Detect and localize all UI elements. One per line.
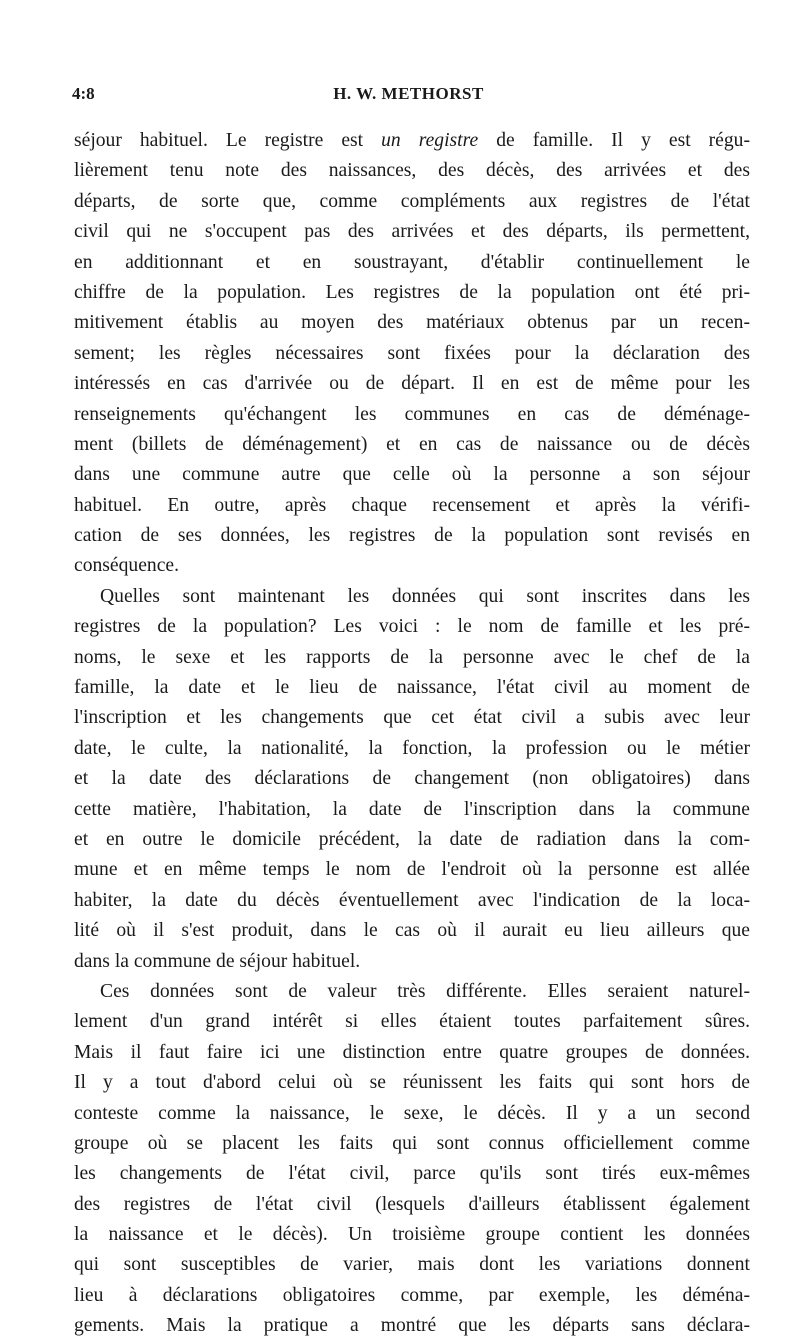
text-line: renseignements qu'échangent les communes en cas de déménage- [74, 403, 750, 425]
emphasis: un registre [381, 130, 479, 151]
text-line: Il y a tout d'abord celui où se réunissent les faits qui sont hors de [74, 1072, 750, 1094]
text-line: cette matière, l'habitation, la date de l'inscription dans la commune [74, 798, 750, 820]
text-line: Mais il faut faire ici une distinction entre quatre groupes de données. [74, 1041, 750, 1063]
text-line: habituel. En outre, après chaque recensement et après la vérifi- [74, 494, 750, 516]
text-line: chiffre de la population. Les registres de la population ont été pri- [74, 281, 750, 303]
text-line: la naissance et le décès). Un troisième groupe contient les données [74, 1224, 750, 1246]
text-line: conséquence. [74, 555, 179, 577]
text-line: sement; les règles nécessaires sont fixées pour la déclaration des [74, 342, 750, 364]
text-line: civil qui ne s'occupent pas des arrivées et des départs, ils permettent, [74, 221, 750, 243]
text-line: départs, de sorte que, comme compléments aux registres de l'état [74, 190, 750, 212]
text-line: intéressés en cas d'arrivée ou de départ. Il en est de même pour les [74, 373, 750, 395]
text-line: qui sont susceptibles de varier, mais dont les variations donnent [74, 1254, 750, 1276]
text-line: en additionnant et en soustrayant, d'établir continuellement le [74, 251, 750, 273]
text-line: date, le culte, la nationalité, la fonction, la profession ou le métier [74, 737, 750, 759]
text-line: famille, la date et le lieu de naissance, l'état civil au moment de [74, 677, 750, 699]
body-text [74, 126, 750, 1342]
running-head: H. W. METHORST [333, 84, 484, 103]
text-line: Ces données sont de valeur très différente. Elles seraient naturel- [100, 980, 750, 1002]
text-line: habiter, la date du décès éventuellement avec l'indication de la loca- [74, 889, 750, 911]
text-line: les changements de l'état civil, parce qu'ils sont tirés eux-mêmes [74, 1163, 750, 1185]
text-line: Quelles sont maintenant les données qui sont inscrites dans les [100, 585, 750, 607]
page-number: 4:8 [72, 84, 95, 103]
text-line: mitivement établis au moyen des matériaux obtenus par un recen- [74, 312, 750, 334]
text-line: cation de ses données, les registres de la population sont revisés en [74, 525, 750, 547]
page-header [72, 84, 745, 114]
text-line: lité où il s'est produit, dans le cas où il aurait eu lieu ailleurs que [74, 920, 750, 942]
text-line: séjour habituel. Le registre est un registre de famille. Il y est régu- [74, 130, 750, 151]
text-line: conteste comme la naissance, le sexe, le décès. Il y a un second [74, 1102, 750, 1124]
text-line: dans la commune de séjour habituel. [74, 950, 361, 972]
text-line: ment (billets de déménagement) et en cas de naissance ou de décès [74, 433, 750, 455]
text-line: noms, le sexe et les rapports de la personne avec le chef de la [74, 646, 750, 668]
text-line: registres de la population? Les voici : le nom de famille et les pré- [74, 616, 750, 638]
text-line: lièrement tenu note des naissances, des décès, des arrivées et des [74, 160, 750, 182]
text-line: et la date des déclarations de changement (non obligatoires) dans [74, 768, 750, 790]
text-line: et en outre le domicile précédent, la date de radiation dans la com- [74, 828, 750, 850]
text-line: gements. Mais la pratique a montré que les départs sans déclara- [74, 1315, 750, 1337]
text-line: dans une commune autre que celle où la personne a son séjour [74, 464, 750, 486]
text-line: lement d'un grand intérêt si elles étaient toutes parfaitement sûres. [74, 1011, 750, 1033]
text-line: groupe où se placent les faits qui sont connus officiellement comme [74, 1132, 750, 1154]
text-line: l'inscription et les changements que cet état civil a subis avec leur [74, 707, 750, 729]
text-line: des registres de l'état civil (lesquels d'ailleurs établissent également [74, 1193, 750, 1215]
text-line: mune et en même temps le nom de l'endroit où la personne est allée [74, 859, 750, 881]
text-line: lieu à déclarations obligatoires comme, par exemple, les déména- [74, 1284, 750, 1306]
